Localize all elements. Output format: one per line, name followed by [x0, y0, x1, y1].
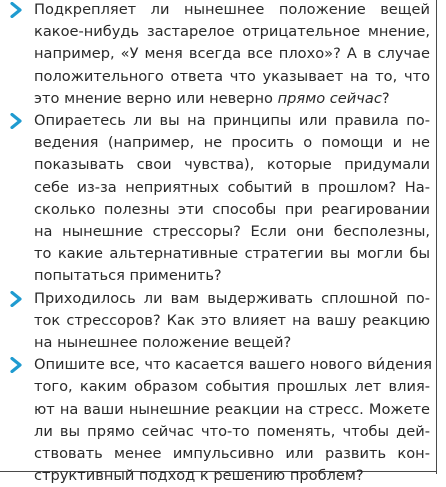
- item-line: Опишите все, что касается вашего нового ви́дения: [34, 356, 432, 374]
- item-line: ведения (например, не просить о помощи и не: [34, 134, 430, 152]
- item-line: показывать свои чувства), которые придумали: [34, 156, 430, 174]
- item-line: себе из-за неприятных событий в прошлом? На-: [34, 178, 430, 196]
- item-line: положительного ответа что указывает на то, что: [34, 67, 430, 85]
- item-line: ствовать менее импульсивно или развить кон-: [34, 445, 430, 463]
- list-item: [0, 0, 430, 110]
- item-line: например, «У меня всегда все плохо»? А в случае: [34, 45, 430, 63]
- list-item: [0, 288, 430, 355]
- item-text: это мнение верно или неверно: [34, 89, 278, 107]
- item-line: то какие альтернативные стратегии вы могли бы: [34, 245, 430, 263]
- chevron-right-icon: [8, 357, 24, 373]
- item-line: на нынешнее положение вещей?: [34, 334, 292, 352]
- list-item: [0, 110, 430, 288]
- emphasis-text: прямо сейчас: [277, 89, 382, 107]
- item-line: сколько полезны эти способы при реагировании: [34, 200, 430, 218]
- item-line: [34, 88, 430, 110]
- item-line: ют на ваши нынешние реакции на стресс. Можете: [34, 400, 430, 418]
- item-text: ?: [381, 89, 390, 107]
- item-line: того, каким образом события прошлых лет влия-: [34, 378, 430, 396]
- item-line: ток стрессоров? Как это влияет на вашу реакцию: [34, 311, 430, 329]
- item-line: попытаться применить?: [34, 267, 222, 285]
- list-item: [0, 354, 430, 487]
- chevron-right-icon: [8, 291, 24, 307]
- item-line: структивный подход к решению проблем?: [34, 467, 364, 485]
- item-line: на нынешние стрессоры? Если они бесполезны,: [34, 223, 430, 241]
- item-line: Опираетесь ли вы на принципы или правила по-: [34, 112, 430, 130]
- chevron-right-icon: [8, 2, 24, 18]
- chevron-right-icon: [8, 113, 24, 129]
- item-line: какое-нибудь застарелое отрицательное мнение,: [34, 23, 430, 41]
- item-line: Приходилось ли вам выдерживать сплошной по-: [34, 289, 430, 307]
- item-line: ли вы прямо сейчас что-то поменять, чтобы дей-: [34, 422, 430, 440]
- item-line: Подкрепляет ли нынешнее положение вещей: [34, 1, 430, 18]
